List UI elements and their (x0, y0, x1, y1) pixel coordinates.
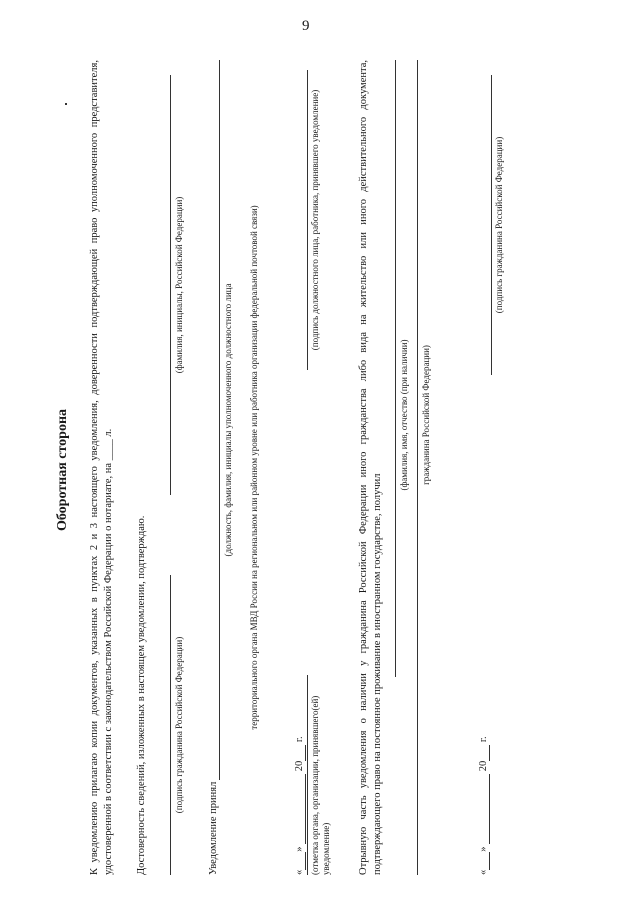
date-century: 20 (294, 760, 305, 772)
fio-line (170, 75, 171, 495)
date-close-quote: » (294, 846, 305, 852)
date-year-suffix: г. (294, 736, 305, 743)
date-open-quote-2: « (478, 869, 489, 875)
date-day-blank (295, 852, 306, 870)
caption-signature-citizen-2: (подпись гражданина Российской Федерации) (494, 136, 504, 314)
mark-line (307, 675, 308, 875)
date-century-2: 20 (478, 760, 489, 772)
signature-line (170, 575, 171, 875)
page-number: 9 (302, 18, 310, 34)
recipient-line (395, 60, 396, 677)
date-year-blank-2 (479, 745, 490, 761)
scan-speck (65, 103, 67, 105)
date-day-blank-2 (479, 852, 490, 870)
confirm-text: Достоверность сведений, изложенных в настоящем уведомлении, подтверждаю. (136, 515, 147, 875)
caption-signature-citizen: (подпись гражданина Российской Федерации) (174, 636, 184, 814)
caption-territorial-body: территориального органа МВД России на региональном или районном уровне или работника организации федеральной почтовой связи) (249, 205, 259, 730)
tear-off-paragraph: Отрывную часть уведомления о наличии у гражданина Российской Федерации иного гражданства либо вида на жительство или иного действительного документа, подтверждающего право на постоянное проживание в иностранном государстве, получил (358, 60, 383, 875)
notice-received-label: Уведомление принял (208, 781, 219, 875)
official-signature-line (307, 70, 308, 370)
citizen-signature-line (491, 75, 492, 375)
date-field-1 (293, 736, 306, 875)
caption-official-signature: (подпись должностного лица, работника, принявшего уведомление) (310, 89, 320, 351)
intro-paragraph: К уведомлению прилагаю копии документов, указанных в пунктах 2 и 3 настоящего уведомления, доверенности подтверждающей право уполномоченного представителя, удостоверенной в соответствии с законодательством Российской Федерации о нотариате, на ____ л. (89, 60, 114, 875)
date-year-blank (295, 745, 306, 761)
date-open-quote: « (294, 869, 305, 875)
date-field-2 (477, 736, 490, 875)
date-month-blank-2 (479, 774, 490, 844)
date-close-quote-2: » (478, 846, 489, 852)
date-year-suffix-2: г. (478, 736, 489, 743)
caption-fio-citizen: (фамилия, инициалы, Российской Федерации) (174, 196, 184, 374)
date-month-blank (295, 774, 306, 844)
caption-citizen: гражданина Российской Федерации) (421, 345, 431, 485)
page-title: Оборотная сторона (55, 408, 70, 532)
caption-organization-mark: (отметка органа, организации, принявшего(ей) уведомление) (310, 695, 331, 875)
rotated-page-content (45, 45, 545, 895)
caption-official-position: (должность, фамилия, инициалы уполномоченного должностного лица (223, 283, 233, 557)
receiver-line (219, 60, 220, 780)
caption-fio-full: (фамилия, имя, отчество (при наличии) (399, 339, 409, 491)
recipient-line-2 (417, 60, 418, 875)
